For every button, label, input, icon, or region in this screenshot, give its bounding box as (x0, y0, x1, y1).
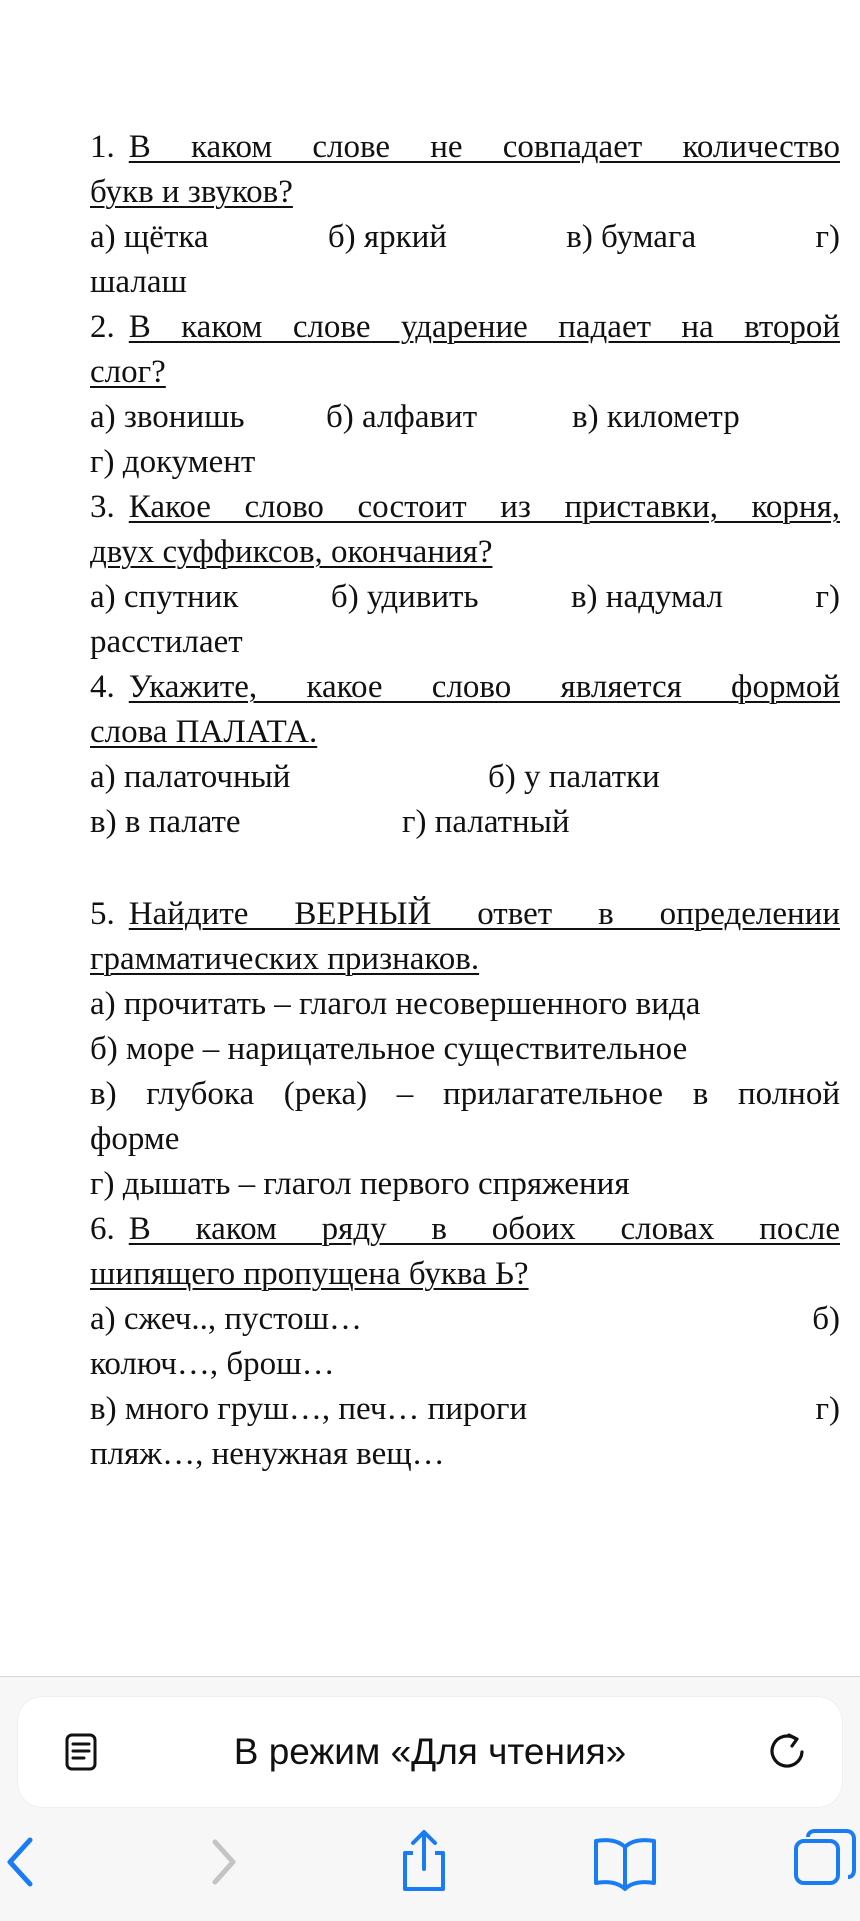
answer-row (90, 575, 840, 620)
answer-option: г) (815, 219, 840, 255)
answer-option-cont: шалаш (90, 264, 187, 300)
answer-option: г) дышать – глагол первого спряжения (90, 1166, 630, 1202)
question-text: Найдите ВЕРНЫЙ ответ в определении (128, 896, 840, 932)
share-icon[interactable] (389, 1827, 459, 1897)
answer-option: в) глубока (река) – прилагательное в полной (90, 1076, 840, 1112)
question-text-cont: слова ПАЛАТА. (90, 714, 318, 750)
answer-option: в) в палате (90, 804, 241, 840)
question-text-cont: грамматических признаков. (90, 941, 480, 977)
answer-option: г) (815, 579, 840, 615)
question-1-line1 (90, 125, 840, 170)
question-2-line1 (90, 305, 840, 350)
question-text-cont: шипящего пропущена буква Ь? (90, 1256, 529, 1292)
question-number: 5. (90, 896, 115, 932)
answer-row (90, 1387, 840, 1432)
document-text (90, 125, 840, 1477)
tabs-icon[interactable] (790, 1827, 860, 1897)
answer-row (90, 800, 840, 845)
question-text-cont: двух суффиксов, окончания? (90, 534, 493, 570)
browser-bottom-bar (0, 1676, 860, 1921)
question-text-cont: букв и звуков? (90, 174, 293, 210)
question-number: 3. (90, 489, 115, 525)
spacer (90, 845, 840, 892)
answer-option: в) бумага (566, 219, 697, 255)
answer-option: а) звонишь (90, 399, 245, 435)
bookmarks-icon[interactable] (590, 1827, 660, 1897)
question-number: 6. (90, 1211, 115, 1247)
reader-mode-button[interactable] (18, 1697, 842, 1807)
reader-mode-label: В режим «Для чтения» (233, 1731, 627, 1772)
answer-row (90, 215, 840, 260)
answer-row (90, 395, 840, 440)
answer-option: а) щётка (90, 219, 209, 255)
answer-option-cont: пляж…, ненужная вещ… (90, 1436, 445, 1472)
answer-option-cont: колюч…, брош… (90, 1346, 335, 1382)
answer-option: г) (815, 1391, 840, 1427)
answer-option: б) у палатки (488, 759, 660, 795)
answer-option: а) палаточный (90, 759, 291, 795)
answer-option: в) надумал (570, 579, 724, 615)
forward-icon[interactable] (190, 1827, 260, 1897)
answer-option: б) удивить (330, 579, 479, 615)
question-number: 1. (90, 129, 115, 165)
browser-toolbar (0, 1827, 860, 1907)
answer-option: б) яркий (327, 219, 447, 255)
answer-option: а) сжеч.., пустош… (90, 1301, 363, 1337)
answer-option: в) много груш…, печ… пироги (90, 1391, 528, 1427)
answer-option: а) прочитать – глагол несовершенного вида (90, 986, 701, 1022)
answer-row (90, 755, 840, 800)
question-text: Укажите, какое слово является формой (128, 669, 840, 705)
question-6-line1 (90, 1207, 840, 1252)
question-text-cont: слог? (90, 354, 166, 390)
question-number: 4. (90, 669, 115, 705)
question-5-line1 (90, 892, 840, 937)
question-text: В каком слове не совпадает количество (128, 129, 840, 165)
answer-option: г) документ (90, 444, 256, 480)
reload-icon[interactable] (762, 1727, 812, 1777)
answer-row (90, 1297, 840, 1342)
question-text: Какое слово состоит из приставки, корня, (128, 489, 840, 525)
question-text: В каком слове ударение падает на второй (128, 309, 840, 345)
question-3-line1 (90, 485, 840, 530)
answer-option: в) километр (572, 399, 740, 435)
question-text: В каком ряду в обоих словах после (128, 1211, 840, 1247)
answer-option: б) (812, 1301, 840, 1337)
answer-option-cont: расстилает (90, 624, 243, 660)
back-icon[interactable] (0, 1827, 70, 1897)
answer-option-cont: форме (90, 1121, 180, 1157)
answer-option: б) алфавит (326, 399, 478, 435)
question-number: 2. (90, 309, 115, 345)
answer-option: а) спутник (90, 579, 239, 615)
answer-option: б) море – нарицательное существительное (90, 1031, 688, 1067)
answer-option: г) палатный (402, 804, 570, 840)
question-4-line1 (90, 665, 840, 710)
